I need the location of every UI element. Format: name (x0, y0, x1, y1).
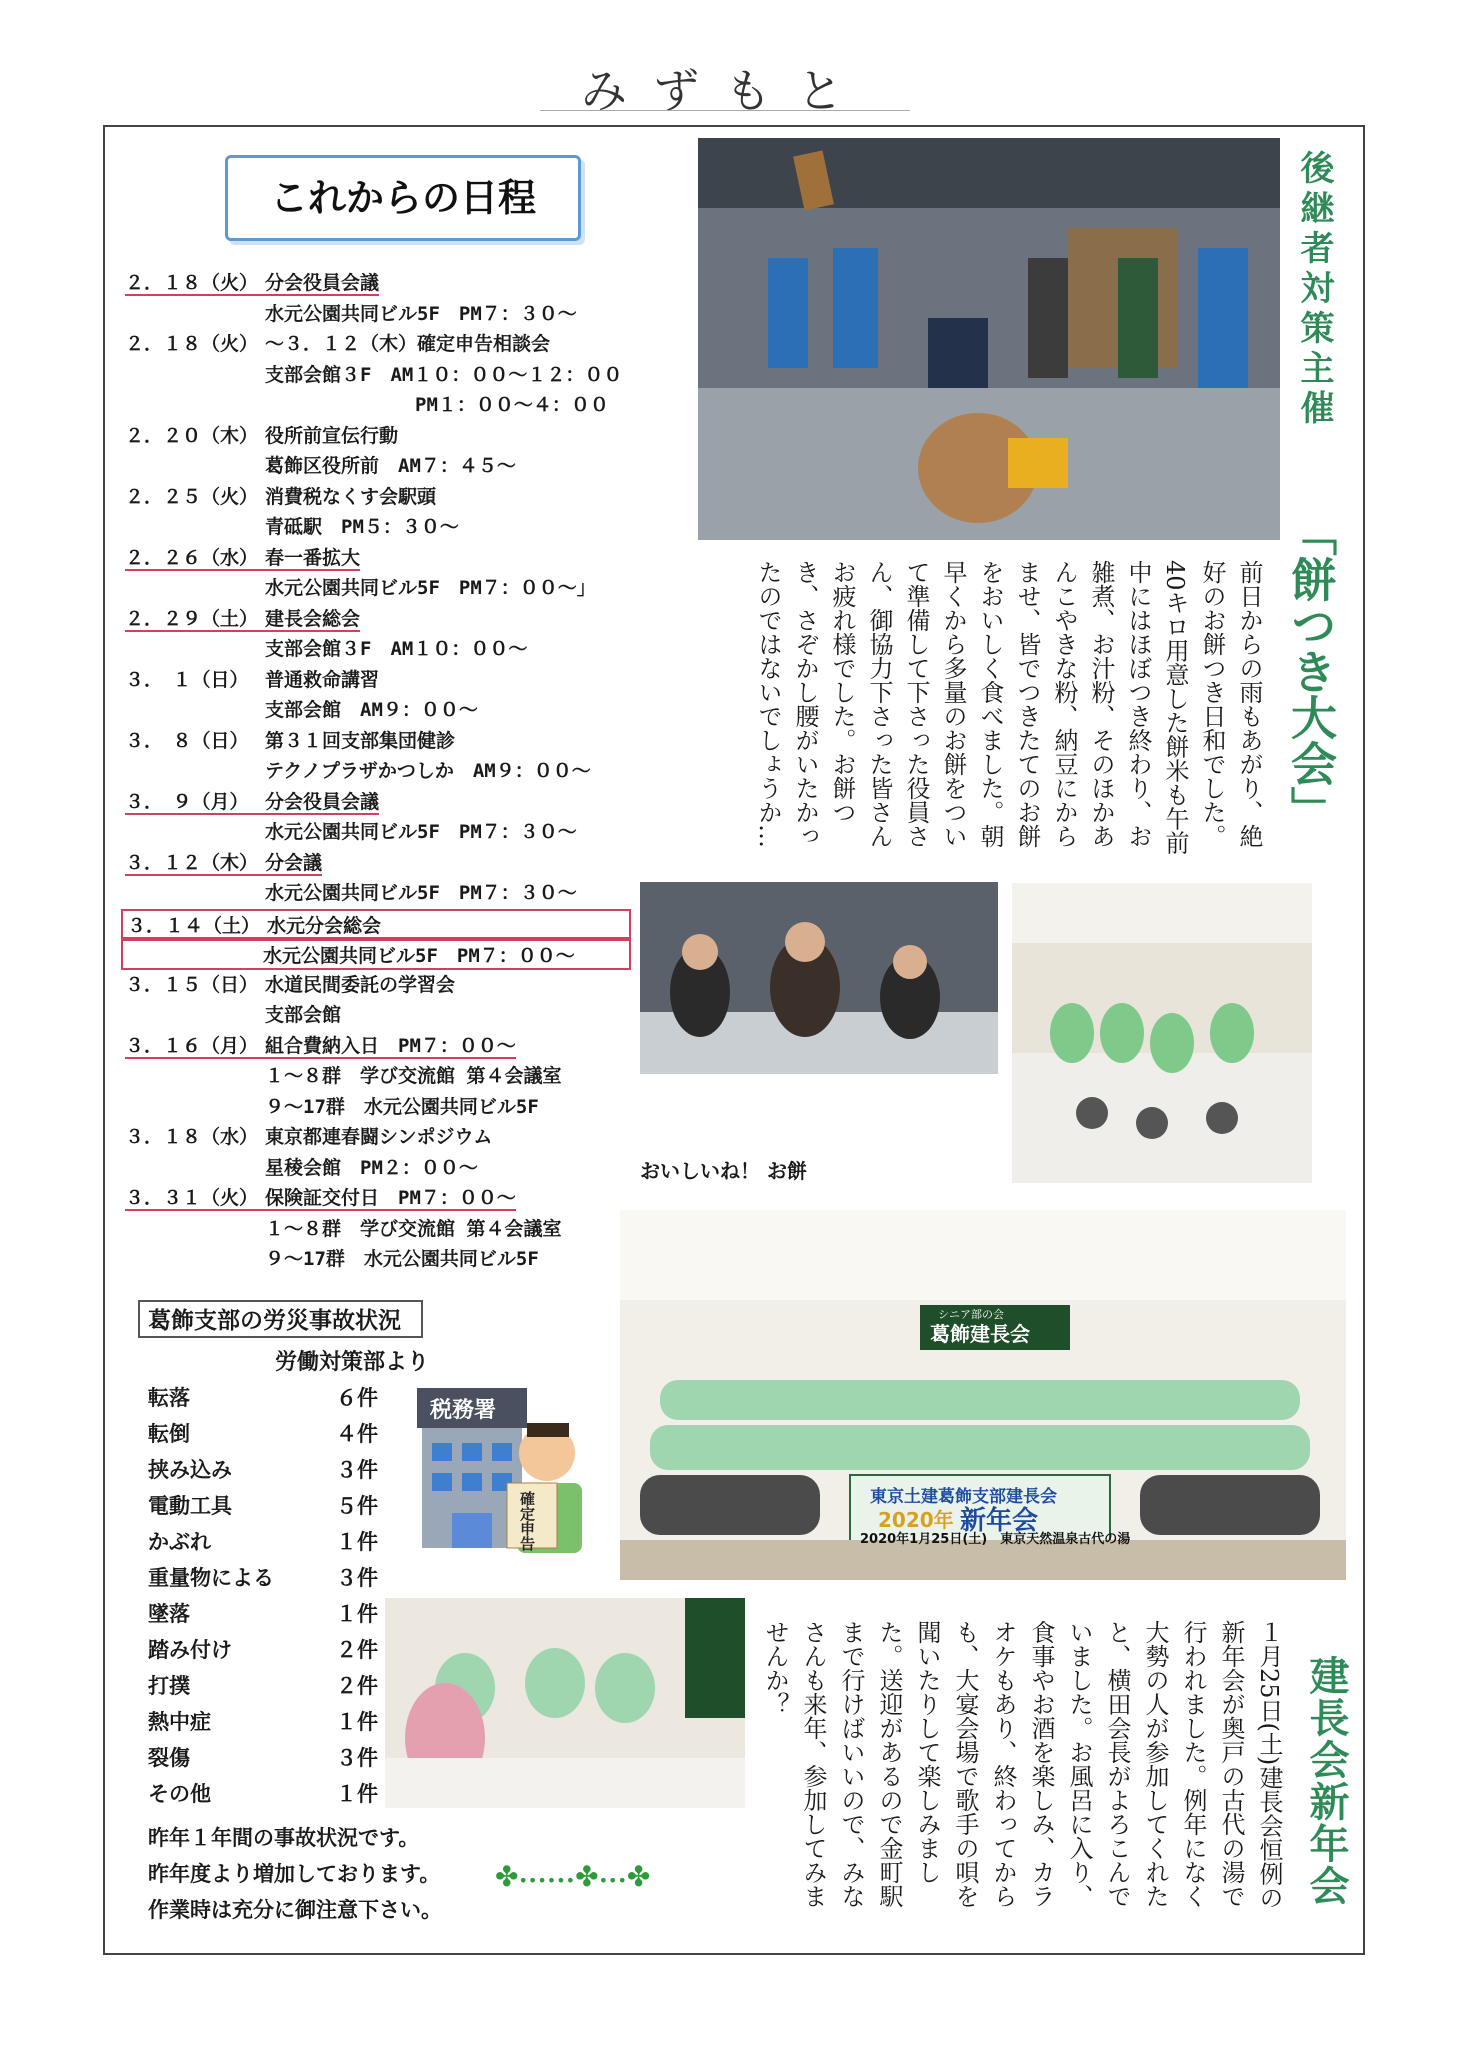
schedule-date: ２．１８（火） (125, 272, 259, 294)
schedule-row (125, 756, 685, 787)
schedule-date: ３．３１（火） (125, 1187, 259, 1209)
mochi-photo-illustration (698, 138, 1280, 540)
schedule-text: ９～17群 水元公園共同ビル5F (265, 1248, 539, 1270)
schedule-text: 水元分会総会 (267, 914, 382, 937)
mochi-sponsor: 後継者対策主催 (1294, 150, 1334, 430)
accident-type: 重量物による (148, 1566, 274, 1590)
schedule-row-content (265, 516, 459, 538)
schedule-text: 建長会総会 (265, 607, 361, 630)
schedule-row-content (265, 1248, 539, 1270)
schedule-date: ３． １（日） (125, 668, 249, 691)
schedule-row (125, 1214, 685, 1245)
schedule-row (121, 909, 631, 940)
schedule-row-content (125, 272, 379, 296)
schedule-text: 役所前宣伝行動 (265, 424, 399, 447)
accident-count: ５件 (336, 1494, 378, 1518)
schedule-row-content (265, 1004, 341, 1026)
schedule-date: ２．２０（木） (125, 424, 259, 447)
accident-type: 熱中症 (148, 1710, 211, 1734)
eating-illustration (640, 882, 998, 1074)
accident-count: １件 (336, 1710, 378, 1734)
clover-decoration: ✤••••••✤•••✤ (495, 1860, 651, 1893)
accident-type: 墜落 (148, 1602, 190, 1626)
schedule-date: ２．１８（火） (125, 333, 259, 355)
schedule-text: 水元公園共同ビル5F PM７：３０～ (265, 821, 577, 843)
schedule-row-content (125, 1035, 516, 1059)
schedule-row (125, 268, 685, 299)
schedule-row-content (125, 333, 550, 355)
schedule-row-content (125, 974, 455, 996)
schedule-text: PM１：００～４：００ (415, 394, 609, 416)
schedule-text: １～８群 学び交流館 第４会議室 (265, 1065, 562, 1087)
schedule-row-content (265, 1096, 539, 1118)
accident-type: 踏み付け (148, 1638, 232, 1662)
schedule-text: 青砥駅 PM５：３０～ (265, 516, 459, 538)
mochi-body: 前日からの雨もあがり、絶好のお餅つき日和でした。40キロ用意した餅米も午前中にはほぼつき終わり、お雑煮、お汁粉、そのほかあんこやきな粉、納豆にからませ、皆でつきたてのお餅をおいしく食べました。朝早くから多量のお餅をついて準備して下さった役員さん、御協力下さった皆さんお疲れ様でした。お餅つき、さぞかし腰がいたかったのではないでしょうか… (754, 560, 1263, 855)
accidents-note-line-3: 作業時は充分に御注意下さい。 (148, 1898, 442, 1922)
schedule-row (125, 970, 685, 1001)
schedule-row-content (265, 1157, 478, 1179)
schedule-row (125, 878, 685, 909)
group-banner-sign: 葛飾建長会 (930, 1322, 1030, 1346)
schedule-text: 水元公園共同ビル5F PM７：３０～ (265, 302, 577, 325)
schedule-text: 水元公園共同ビル5F PM７：００～」 (265, 577, 596, 599)
schedule-text: 消費税なくす会駅頭 (265, 485, 437, 508)
schedule-row-content (125, 608, 360, 632)
schedule-row (125, 695, 685, 726)
schedule-text: 第３１回支部集団健診 (265, 729, 456, 752)
tax-office-illustration (412, 1383, 592, 1558)
group-photo (620, 1210, 1346, 1580)
group-banner-event: 新年会 (960, 1506, 1039, 1536)
clover-icon: ✤ (626, 1860, 651, 1893)
clover-icon: ✤ (575, 1860, 599, 1893)
schedule-text: 春一番拡大 (265, 546, 361, 569)
schedule-row-content (265, 577, 596, 599)
schedule-row-content (125, 730, 455, 752)
accident-row (148, 1560, 378, 1596)
schedule-text: ９～17群 水元公園共同ビル5F (265, 1095, 539, 1118)
accident-type: 転落 (148, 1386, 190, 1410)
schedule-row-content (125, 669, 379, 691)
accident-count: ４件 (336, 1422, 378, 1446)
schedule-row-content (125, 486, 436, 508)
group-banner-year: 2020年 (878, 1508, 954, 1532)
schedule-row-content (125, 791, 379, 815)
accidents-list (148, 1380, 378, 1812)
accident-count: ２件 (336, 1638, 378, 1662)
schedule-date: ３． ９（月） (125, 790, 249, 813)
schedule-row (125, 604, 685, 635)
accident-count: １件 (336, 1602, 378, 1626)
mochi-photo (698, 138, 1280, 540)
schedule-row-content (265, 821, 577, 843)
accident-type: 打撲 (148, 1674, 190, 1698)
accidents-note (148, 1820, 442, 1928)
accident-count: １件 (336, 1782, 378, 1806)
schedule-text: ～３．１２（木）確定申告相談会 (265, 333, 551, 355)
schedule-text: 支部会館 AM９：００～ (265, 699, 478, 721)
accident-row (148, 1740, 378, 1776)
accident-row (148, 1416, 378, 1452)
schedule-date: ２．２５（火） (125, 485, 259, 508)
schedule-date: ３．１２（木） (125, 851, 259, 874)
schedule-row (125, 848, 685, 879)
schedule-text: 水元公園共同ビル5F PM７：３０～ (265, 882, 577, 904)
tax-paper-label: 確定申告 (518, 1491, 536, 1551)
banquet-photo-left (385, 1598, 745, 1808)
accident-row (148, 1380, 378, 1416)
accident-row (148, 1668, 378, 1704)
accident-row (148, 1524, 378, 1560)
schedule-row-content (265, 760, 591, 782)
schedule-row (125, 573, 685, 604)
schedule-date: ３． ８（日） (125, 729, 249, 752)
schedule-row-content (265, 699, 478, 721)
schedule-row (125, 1244, 685, 1275)
schedule-row-content (265, 638, 527, 660)
schedule-row (125, 1061, 685, 1092)
schedule-text: 支部会館３F AM１０：００～ (265, 638, 528, 660)
accident-count: １件 (336, 1530, 378, 1554)
accident-type: 電動工具 (148, 1494, 232, 1518)
schedule-row (125, 390, 685, 421)
accident-count: ３件 (336, 1458, 378, 1482)
schedule-row (125, 329, 685, 360)
accident-row (148, 1596, 378, 1632)
mochi-title: 「餅つき大会」 (1284, 510, 1338, 832)
group-banner-date: 2020年1月25日(土) 東京天然温泉古代の湯 (860, 1532, 1131, 1547)
schedule-row (125, 1153, 685, 1184)
accident-type: 裂傷 (148, 1746, 190, 1770)
schedule-row (125, 512, 685, 543)
schedule-text: 水元公園共同ビル5F PM７：００～ (263, 945, 575, 967)
banquet-left-illustration (385, 1598, 745, 1808)
schedule-date: ３．１８（水） (125, 1126, 259, 1148)
page-header-title: みずもと (581, 64, 869, 118)
schedule-text: 普通救命講習 (265, 668, 380, 691)
schedule-text: 保険証交付日 PM７：００～ (265, 1187, 516, 1209)
schedule-row (125, 360, 685, 391)
schedule-row (125, 543, 685, 574)
schedule-row-content (263, 945, 575, 967)
schedule-row-content (265, 882, 577, 904)
tax-office-sign: 税務署 (430, 1398, 497, 1423)
schedule-text: 葛飾区役所前 AM７：４５～ (265, 455, 516, 477)
newyear-title: 建長会新年会 (1303, 1655, 1350, 1907)
schedule-row (125, 787, 685, 818)
accident-count: ３件 (336, 1746, 378, 1770)
schedule-row (125, 299, 685, 330)
schedule-date: ２．２９（土） (125, 607, 259, 630)
schedule-row (125, 1092, 685, 1123)
schedule-row (125, 817, 685, 848)
schedule-row (125, 1000, 685, 1031)
schedule-row (125, 482, 685, 513)
accident-type: その他 (148, 1782, 211, 1806)
schedule-title: これからの日程 (225, 155, 581, 241)
schedule-row (125, 665, 685, 696)
schedule-text: テクノプラザかつしか AM９：００～ (265, 760, 591, 782)
schedule-row (125, 1031, 685, 1062)
mochi-eating-photo (640, 882, 998, 1074)
schedule-date: ３．１６（月） (125, 1034, 259, 1057)
schedule-row (125, 726, 685, 757)
schedule-text: 支部会館 (265, 1004, 342, 1026)
schedule-text: 分会役員会議 (265, 272, 380, 294)
schedule-row-content (125, 1126, 492, 1148)
schedule-row-content (125, 1187, 516, 1211)
schedule-row-content (125, 852, 322, 876)
accidents-title: 葛飾支部の労災事故状況 (138, 1300, 423, 1338)
header-underline (540, 110, 910, 111)
schedule-text: 星稜会館 PM２：００～ (265, 1156, 478, 1179)
schedule-row-content (265, 303, 577, 325)
schedule-row-content (415, 394, 609, 416)
schedule-row-content (125, 547, 360, 571)
schedule-text: 水道民間委託の学習会 (265, 973, 456, 996)
accident-type: 転倒 (148, 1422, 190, 1446)
eating-caption: おいしいね！ お餅 (640, 1159, 807, 1183)
schedule-row-content (265, 1218, 561, 1240)
schedule-row (125, 421, 685, 452)
schedule-row (125, 634, 685, 665)
schedule-row-content (125, 425, 398, 447)
schedule-row-content (127, 915, 381, 937)
schedule-row (121, 939, 631, 970)
schedule-text: 分会役員会議 (265, 790, 380, 813)
accidents-note-line-1: 昨年１年間の事故状況です。 (148, 1826, 420, 1850)
banquet-photo-right (1012, 883, 1312, 1183)
group-banner-text: 東京土建葛飾支部建長会 (870, 1487, 1057, 1507)
schedule-row-content (265, 364, 622, 386)
group-banner-header: シニア部の会 (938, 1308, 1004, 1321)
accident-count: ２件 (336, 1674, 378, 1698)
banquet-illustration (1012, 883, 1312, 1183)
schedule-text: １～８群 学び交流館 第４会議室 (265, 1217, 562, 1240)
accident-type: かぶれ (148, 1530, 211, 1554)
schedule-row (125, 1183, 685, 1214)
accident-row (148, 1452, 378, 1488)
schedule-text: 東京都連春闘シンポジウム (265, 1126, 493, 1148)
schedule-date: ２．２６（水） (125, 546, 259, 569)
schedule-text: 分会議 (265, 851, 323, 874)
accident-row (148, 1776, 378, 1812)
accident-count: ６件 (336, 1386, 378, 1410)
schedule-list (125, 268, 685, 1275)
schedule-text: 組合費納入日 PM７：００～ (265, 1034, 516, 1057)
newyear-body: １月25日(土)建長会恒例の新年会が奥戸の古代の湯で行われました。例年になく大勢の人が参加してくれたと、横田会長がよろこんでいました。お風呂に入り、食事やお酒を楽しみ、カラオケもあり、終わってからも、大宴会場で歌手の唄を聞いたりして楽しみました。送迎があるので金町駅まで行けばいいので、みなさんも来年、参加してみませんか？ (761, 1620, 1283, 1910)
accident-row (148, 1704, 378, 1740)
schedule-row (125, 1122, 685, 1153)
schedule-date: ３．１４（土） (127, 914, 261, 937)
accidents-source: 労働対策部より (275, 1350, 430, 1375)
accidents-note-line-2: 昨年度より増加しております。 (148, 1862, 441, 1886)
accident-count: ３件 (336, 1566, 378, 1590)
clover-icon: ✤ (495, 1860, 519, 1893)
schedule-text: 支部会館３F AM１０：００～１２：００ (265, 363, 623, 386)
schedule-row-content (265, 1065, 561, 1087)
accident-row (148, 1632, 378, 1668)
schedule-row (125, 451, 685, 482)
accident-row (148, 1488, 378, 1524)
schedule-date: ３．１５（日） (125, 973, 259, 996)
schedule-row-content (265, 455, 516, 477)
accident-type: 挟み込み (148, 1458, 232, 1482)
